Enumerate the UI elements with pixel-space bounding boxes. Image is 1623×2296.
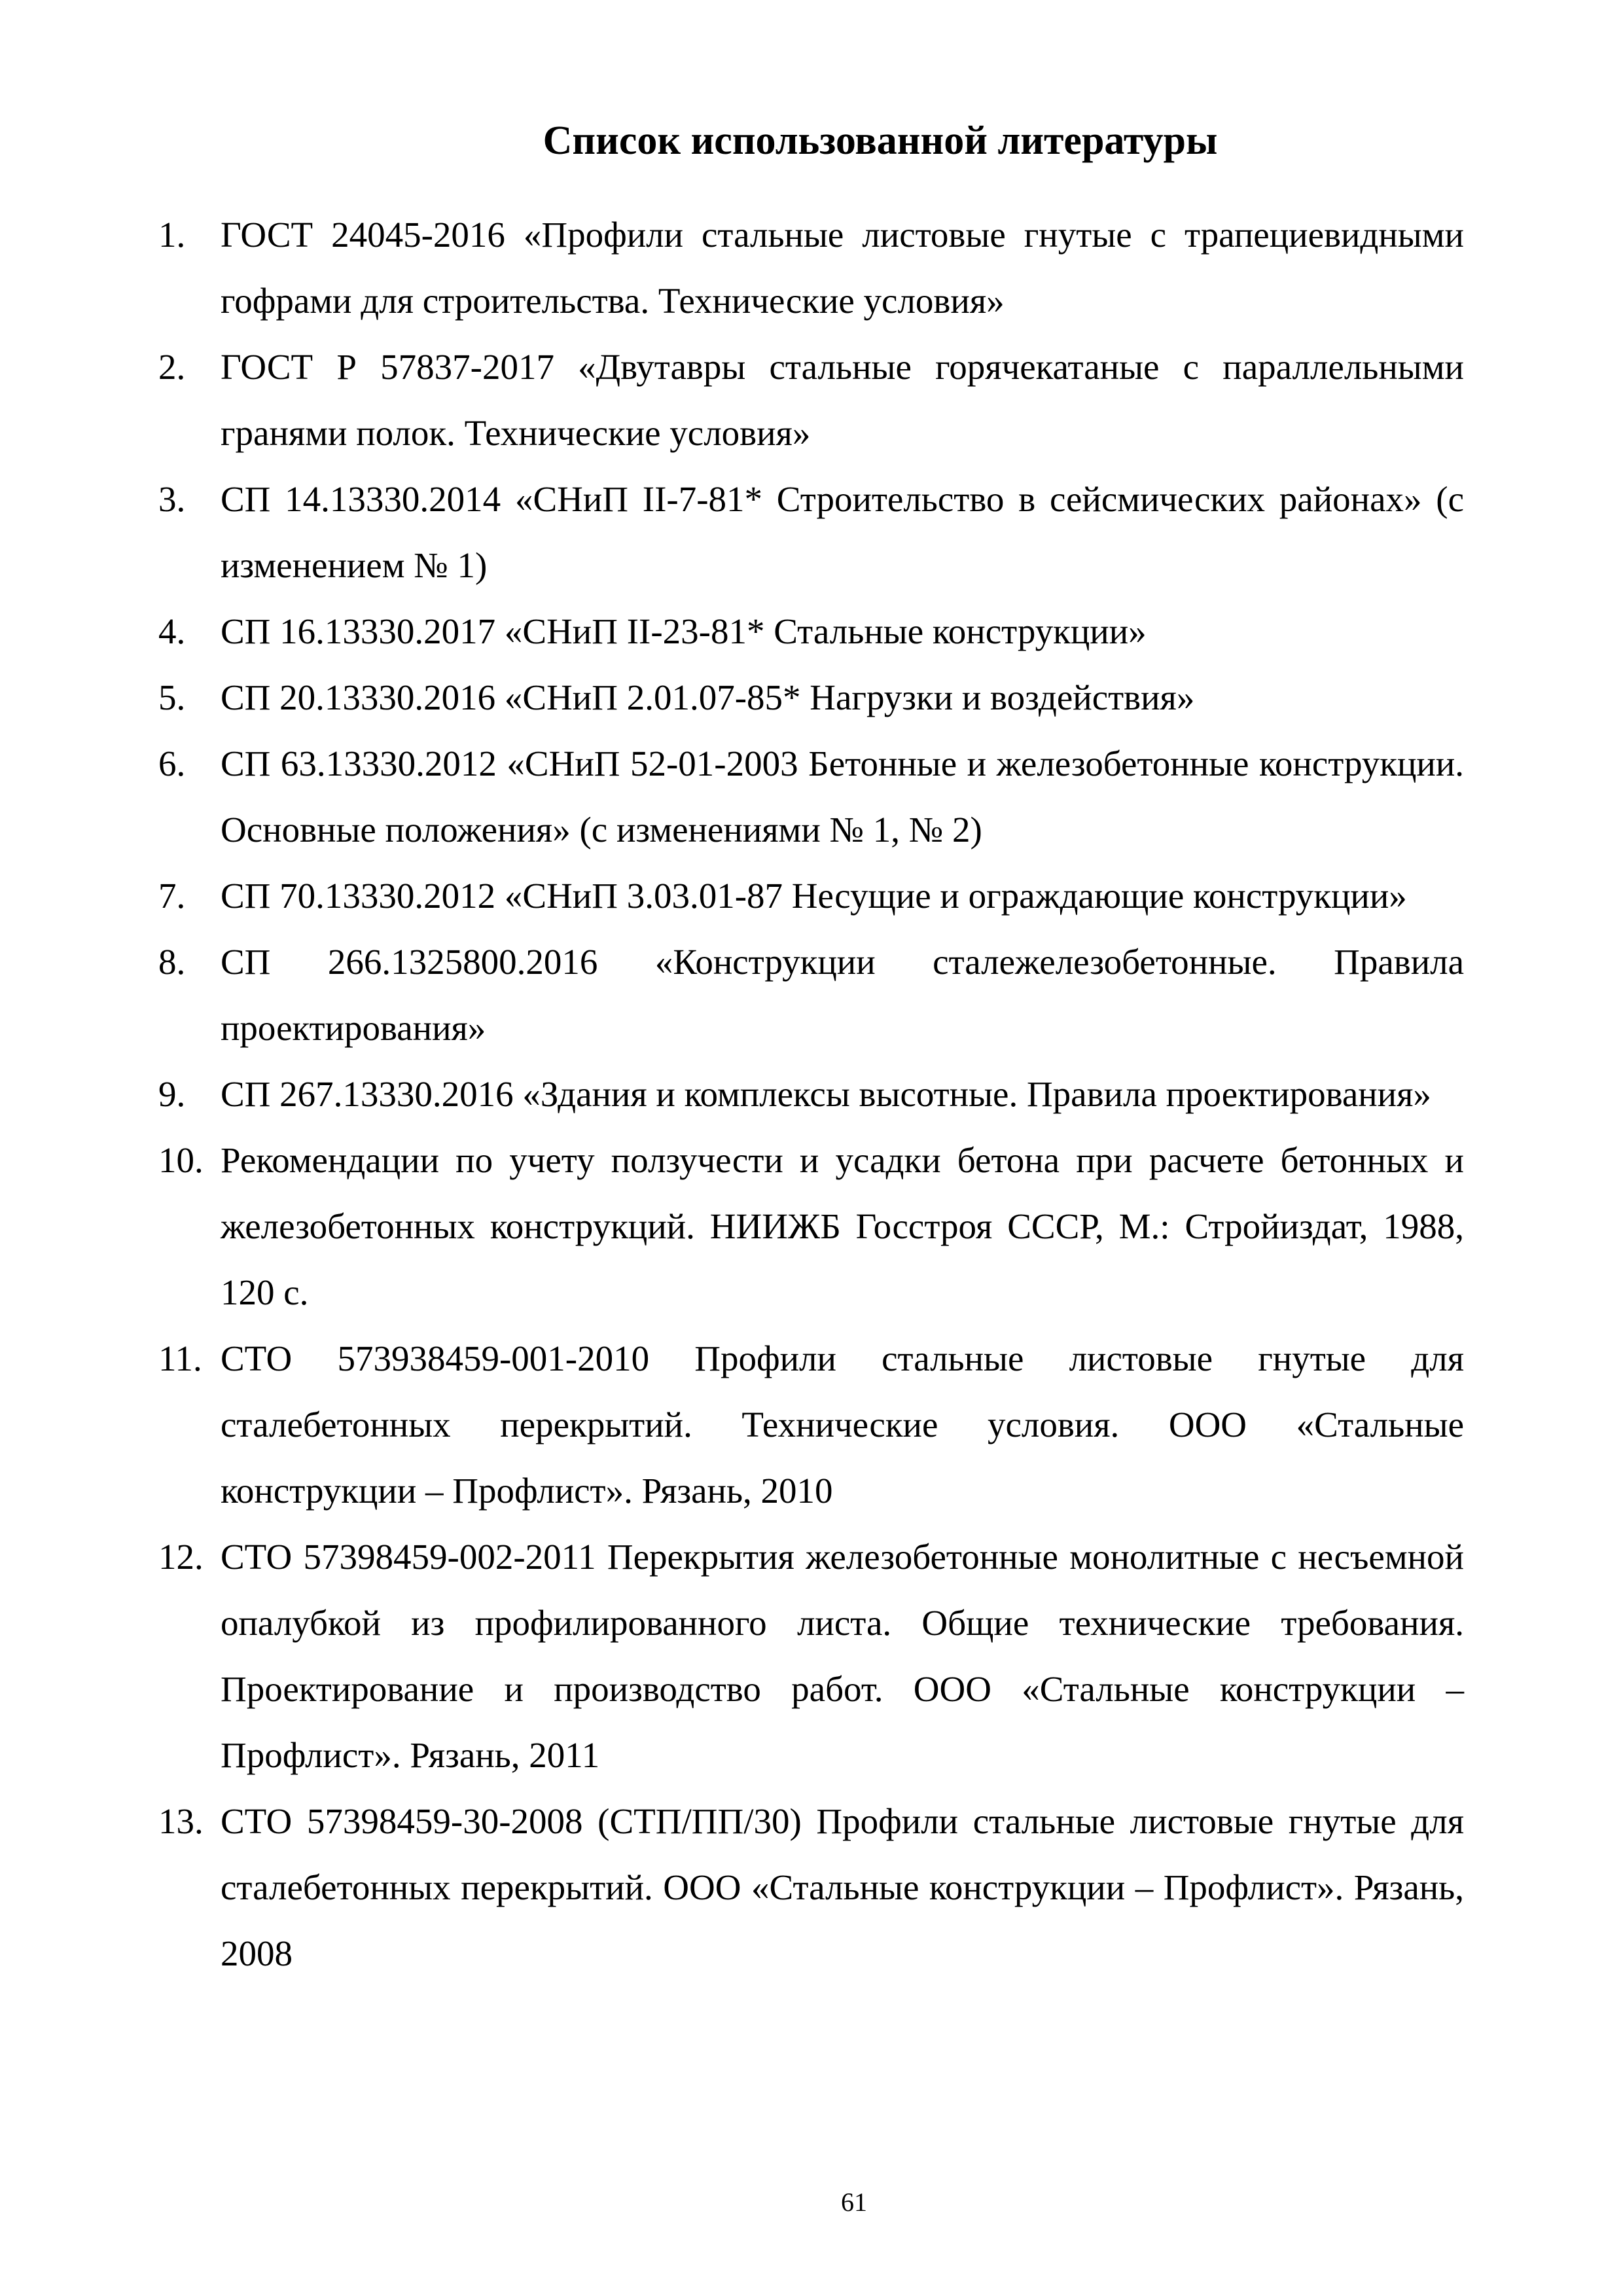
page-number: 61	[841, 2187, 867, 2217]
reference-item	[158, 730, 1464, 863]
reference-item	[158, 863, 1464, 929]
reference-text: СТО 57398459-002-2011 Перекрытия железобетонные монолитные с несъемной опалубкой из профилированного листа. Общие технические требования. Проектирование и производство работ. ООО «Стальные конструкции – Профлист». Рязань, 2011	[221, 1537, 1464, 1775]
reference-text: СТО 57398459-30-2008 (СТП/ПП/30) Профили стальные листовые гнутые для сталебетонных перекрытий. ООО «Стальные конструкции – Профлист». Рязань, 2008	[221, 1801, 1464, 1973]
reference-number: 8.	[158, 942, 186, 982]
reference-number: 9.	[158, 1074, 186, 1114]
reference-text: СТО 573938459-001-2010 Профили стальные листовые гнутые для сталебетонных перекрытий. Технические условия. ООО «Стальные конструкции – Профлист». Рязань, 2010	[221, 1338, 1464, 1511]
reference-item	[158, 1788, 1464, 1986]
reference-text: СП 70.13330.2012 «СНиП 3.03.01-87 Несущие и ограждающие конструкции»	[221, 876, 1407, 916]
reference-item	[158, 334, 1464, 466]
reference-item	[158, 664, 1464, 730]
reference-item	[158, 202, 1464, 334]
reference-number: 10.	[158, 1140, 204, 1180]
reference-text: ГОСТ Р 57837-2017 «Двутавры стальные горячекатаные с параллельными гранями полок. Технические условия»	[221, 347, 1464, 453]
reference-text: СП 267.13330.2016 «Здания и комплексы высотные. Правила проектирования»	[221, 1074, 1431, 1114]
reference-number: 4.	[158, 611, 186, 651]
reference-text: СП 266.1325800.2016 «Конструкции сталежелезобетонные. Правила проектирования»	[221, 942, 1464, 1048]
reference-item	[158, 598, 1464, 664]
reference-number: 13.	[158, 1801, 204, 1841]
reference-text: СП 20.13330.2016 «СНиП 2.01.07-85* Нагрузки и воздействия»	[221, 677, 1195, 717]
reference-number: 1.	[158, 215, 186, 255]
reference-number: 11.	[158, 1338, 202, 1378]
reference-number: 6.	[158, 744, 186, 783]
reference-item	[158, 1524, 1464, 1788]
reference-item	[158, 466, 1464, 598]
reference-item	[158, 1325, 1464, 1524]
reference-item	[158, 1127, 1464, 1325]
reference-text: Рекомендации по учету ползучести и усадки бетона при расчете бетонных и железобетонных конструкций. НИИЖБ Госстроя СССР, М.: Стройиздат, 1988, 120 с.	[221, 1140, 1464, 1312]
page-title: Список использованной литературы	[543, 118, 1218, 163]
reference-text: СП 16.13330.2017 «СНиП II-23-81* Стальные конструкции»	[221, 611, 1147, 651]
reference-text: СП 14.13330.2014 «СНиП II-7-81* Строительство в сейсмических районах» (с изменением № 1)	[221, 479, 1464, 585]
reference-number: 12.	[158, 1537, 204, 1577]
reference-number: 7.	[158, 876, 186, 916]
reference-number: 5.	[158, 677, 186, 717]
reference-list	[158, 202, 1464, 1986]
reference-item	[158, 929, 1464, 1061]
reference-item	[158, 1061, 1464, 1127]
reference-text: ГОСТ 24045-2016 «Профили стальные листовые гнутые с трапециевидными гофрами для строительства. Технические условия»	[221, 215, 1464, 321]
reference-number: 2.	[158, 347, 186, 387]
reference-number: 3.	[158, 479, 186, 519]
reference-text: СП 63.13330.2012 «СНиП 52-01-2003 Бетонные и железобетонные конструкции. Основные положения» (с изменениями № 1, № 2)	[221, 744, 1464, 850]
